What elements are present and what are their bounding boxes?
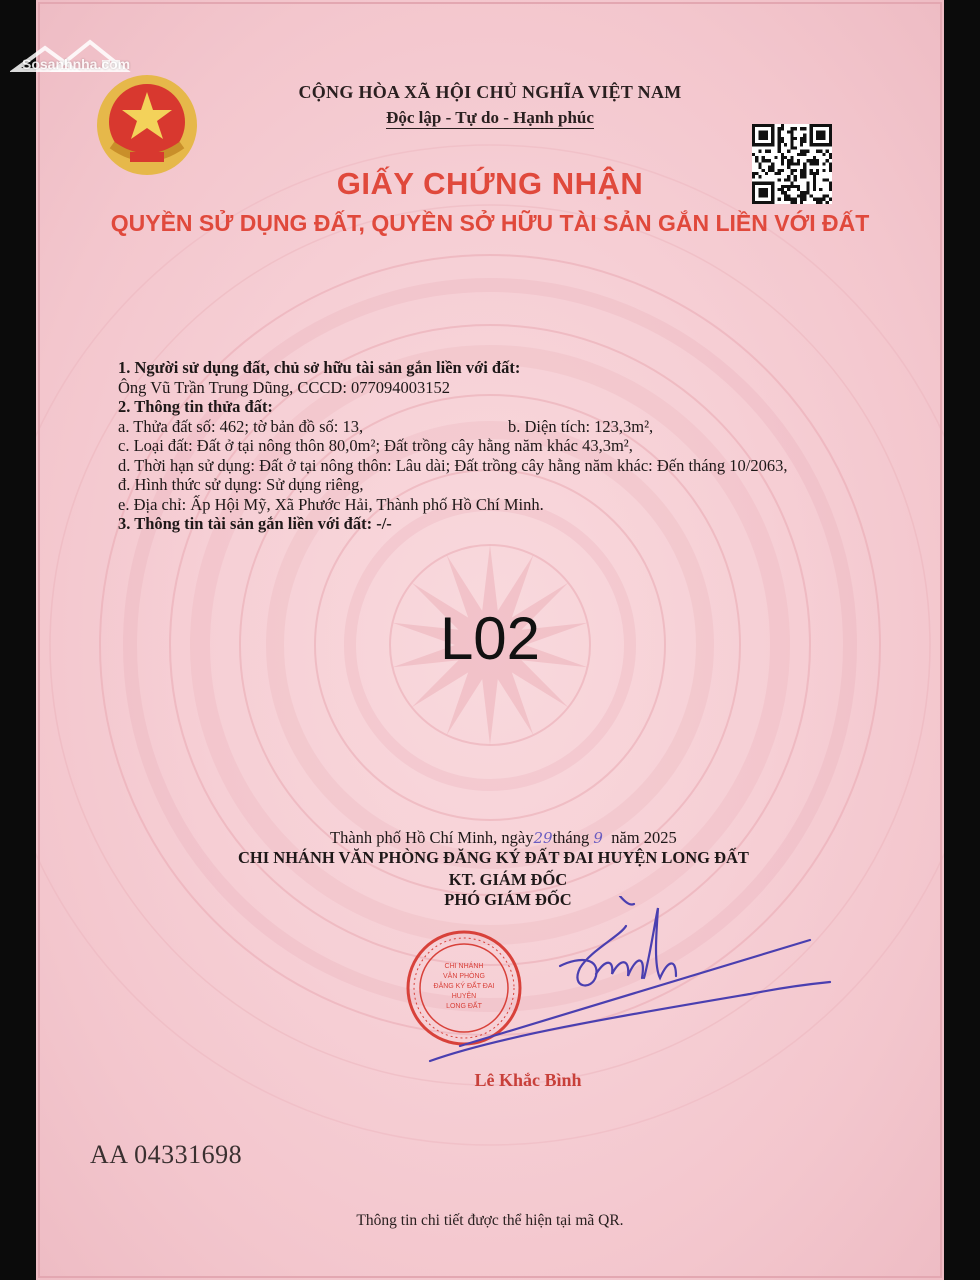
signing-day: 29	[533, 829, 553, 847]
watermark-brand: Sosanhnha.com	[22, 56, 131, 72]
parcel-row	[118, 417, 858, 437]
signing-date: Thành phố Hồ Chí Minh, ngày29tháng 9 năm 2025	[330, 828, 677, 847]
certificate-subtitle: QUYỀN SỬ DỤNG ĐẤT, QUYỀN SỞ HỮU TÀI SẢN GẮN LIỀN VỚI ĐẤT	[110, 210, 870, 236]
section-1-heading: 1. Người sử dụng đất, chủ sở hữu tài sản gắn liền với đất:	[118, 358, 521, 377]
issuing-office: CHI NHÁNH VĂN PHÒNG ĐĂNG KÝ ĐẤT ĐAI HUYỆN LONG ĐẤT	[238, 848, 749, 867]
signer-name: Lê Khắc Bình	[474, 1070, 582, 1090]
svg-text:HUYỆN: HUYỆN	[451, 993, 477, 1000]
owner-info: Ông Vũ Trần Trung Dũng, CCCD: 077094003152	[118, 377, 451, 397]
signing-month: 9	[593, 829, 603, 847]
svg-text:LONG ĐẤT: LONG ĐẤT	[446, 1003, 482, 1010]
handwritten-signature	[420, 896, 840, 1086]
nation-motto: Độc lập - Tự do - Hạnh phúc	[386, 108, 594, 127]
usage-term: d. Thời hạn sử dụng: Đất ở tại nông thôn: Lâu dài; Đất trồng cây hằng năm khác: Đến tháng 10/2063,	[118, 455, 788, 475]
certificate-title: GIẤY CHỨNG NHẬN	[336, 166, 644, 201]
signer-authority: KT. GIÁM ĐỐC	[448, 870, 568, 889]
land-type: c. Loại đất: Đất ở tại nông thôn 80,0m²; Đất trồng cây hằng năm khác 43,3m²,	[118, 436, 633, 455]
certificate-body	[118, 358, 858, 534]
qr-footer-note: Thông tin chi tiết được thể hiện tại mã QR.	[356, 1212, 624, 1229]
nation-name: CỘNG HÒA XÃ HỘI CHỦ NGHĨA VIỆT NAM	[298, 82, 682, 102]
certificate-serial: AA 04331698	[90, 1140, 243, 1169]
svg-text:ĐĂNG KÝ ĐẤT ĐAI: ĐĂNG KÝ ĐẤT ĐAI	[433, 983, 495, 990]
section-3-heading: 3. Thông tin tài sản gắn liền với đất: -/-	[118, 514, 392, 533]
svg-text:CHI NHÁNH: CHI NHÁNH	[444, 963, 484, 970]
parcel-area: b. Diện tích: 123,3m²,	[508, 416, 654, 436]
lot-label: L02	[439, 605, 541, 672]
usage-form: đ. Hình thức sử dụng: Sử dụng riêng,	[118, 475, 364, 494]
signer-position: PHÓ GIÁM ĐỐC	[444, 890, 572, 909]
svg-text:VĂN PHÒNG: VĂN PHÒNG	[442, 973, 486, 980]
section-2-heading: 2. Thông tin thửa đất:	[118, 397, 273, 416]
parcel-address: e. Địa chỉ: Ấp Hội Mỹ, Xã Phước Hải, Thành phố Hồ Chí Minh.	[118, 494, 544, 514]
parcel-number: a. Thửa đất số: 462; tờ bản đồ số: 13,	[118, 416, 364, 436]
